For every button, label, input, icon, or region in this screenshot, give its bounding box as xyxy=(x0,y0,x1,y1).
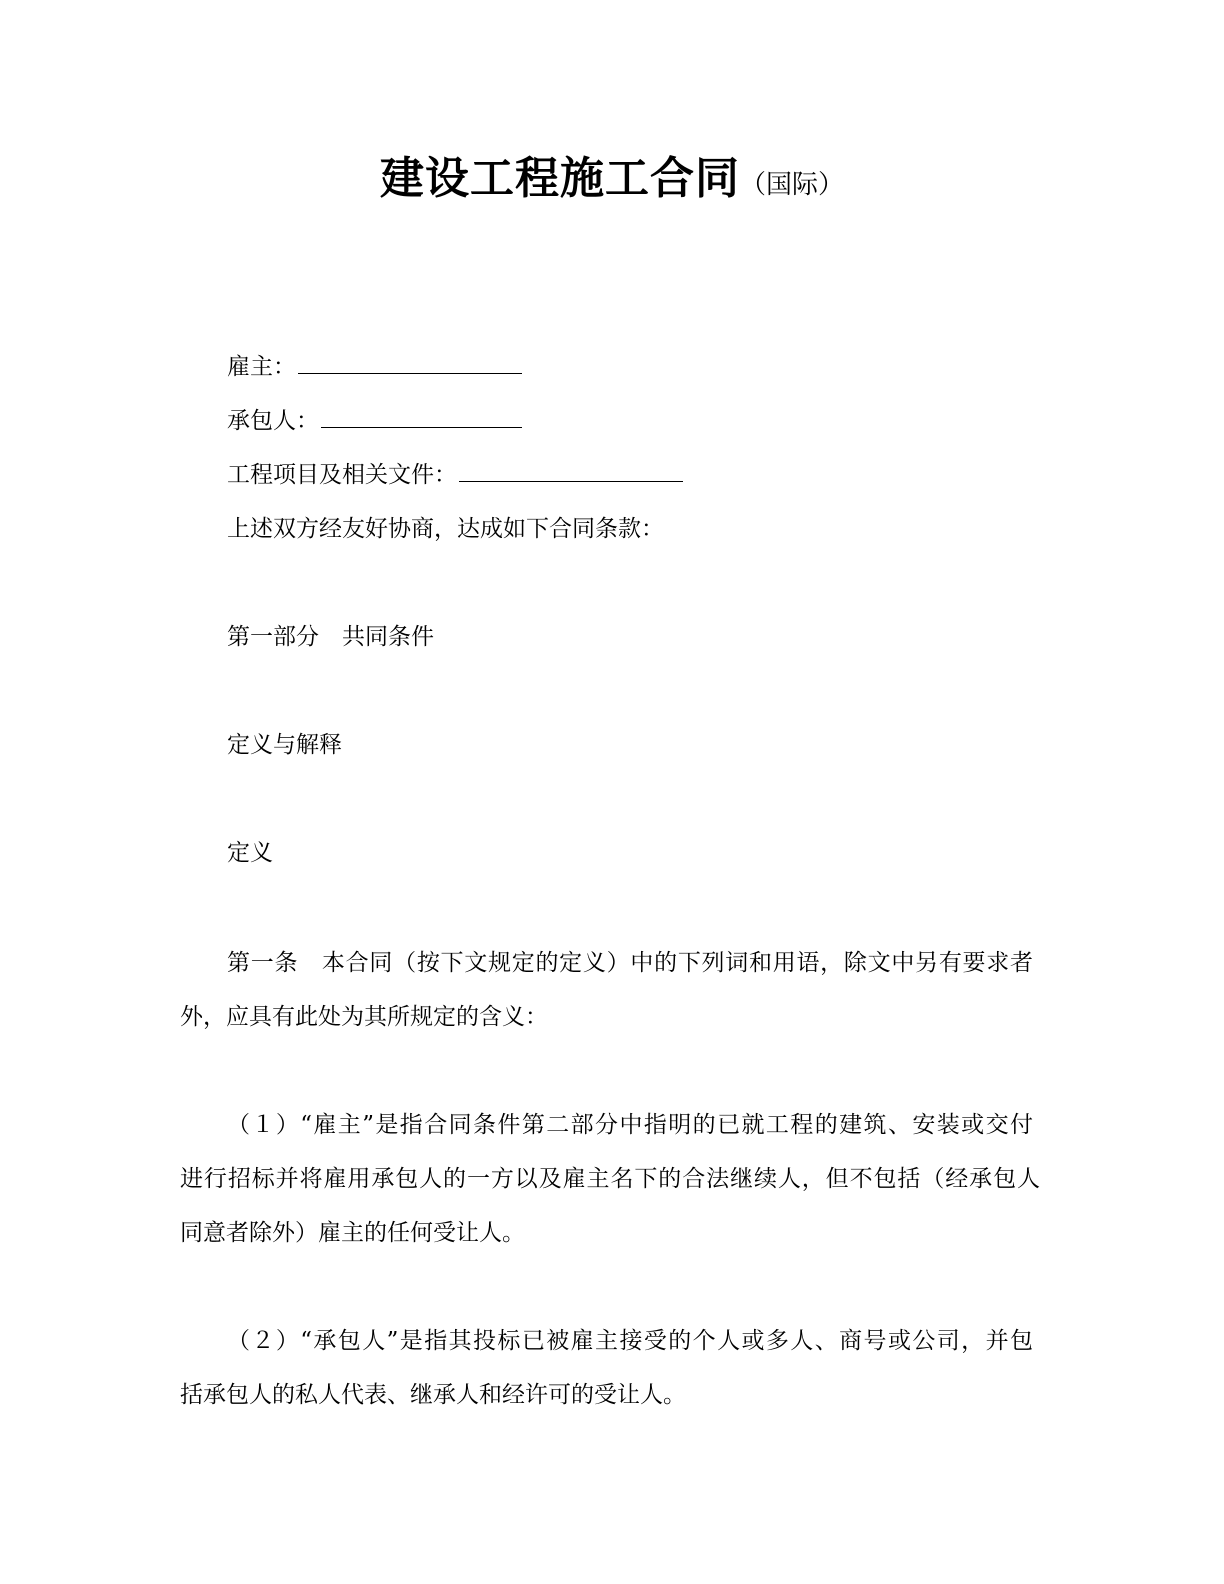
title-main: 建设工程施工合同 xyxy=(379,153,740,204)
document-title xyxy=(0,142,1224,206)
item-2-line: （２）“承包人”是指其投标已被雇主接受的个人或多人、商号或公司，并包 xyxy=(227,1328,1033,1354)
employer-field xyxy=(227,340,522,394)
section-heading: 定义与解释 xyxy=(227,732,342,758)
project-blank xyxy=(459,455,683,482)
title-sub: （国际） xyxy=(739,170,844,200)
item-1-line: 同意者除外）雇主的任何受让人。 xyxy=(180,1220,525,1246)
part1-heading: 第一部分 共同条件 xyxy=(227,624,434,650)
contractor-field xyxy=(227,394,522,448)
item-1-line: 进行招标并将雇用承包人的一方以及雇主名下的合法继续人，但不包括（经承包人 xyxy=(180,1166,1040,1192)
item-1-line: （１）“雇主”是指合同条件第二部分中指明的已就工程的建筑、安装或交付 xyxy=(227,1112,1033,1138)
intro-text: 上述双方经友好协商，达成如下合同条款： xyxy=(227,516,664,542)
subsection-heading: 定义 xyxy=(227,840,273,866)
contractor-label: 承包人： xyxy=(227,408,319,434)
article-1-line: 第一条 本合同（按下文规定的定义）中的下列词和用语，除文中另有要求者 xyxy=(227,950,1033,976)
employer-label: 雇主： xyxy=(227,354,296,380)
contractor-blank xyxy=(321,401,522,428)
item-2-line: 括承包人的私人代表、继承人和经许可的受让人。 xyxy=(180,1382,686,1408)
project-label: 工程项目及相关文件： xyxy=(227,462,457,488)
project-field xyxy=(227,448,683,502)
article-1-line: 外，应具有此处为其所规定的含义： xyxy=(180,1004,548,1030)
employer-blank xyxy=(298,347,522,374)
